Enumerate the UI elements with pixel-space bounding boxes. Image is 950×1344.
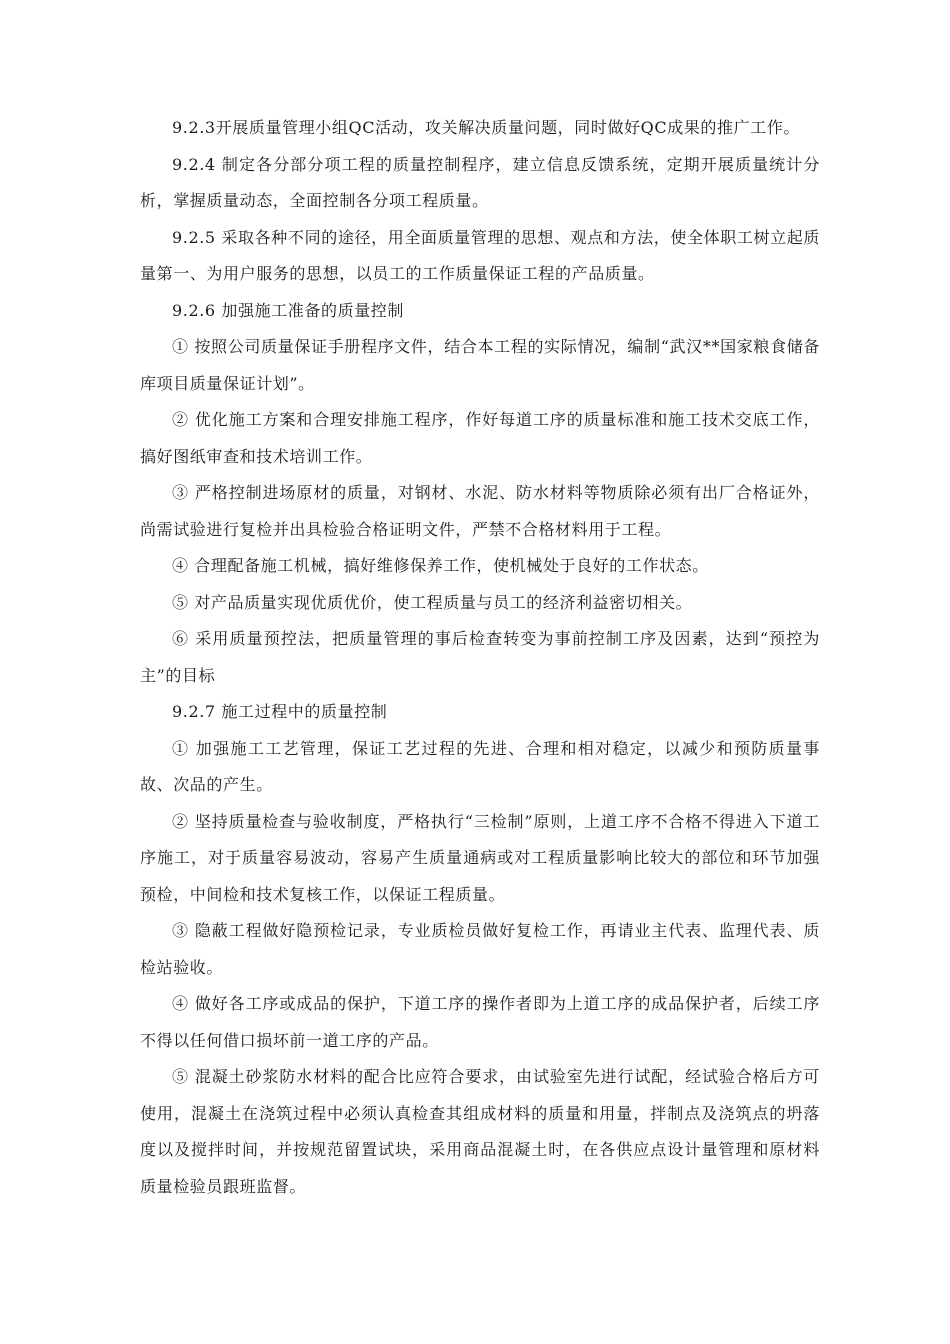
list-item-9-2-7-5: ⑤ 混凝土砂浆防水材料的配合比应符合要求，由试验室先进行试配，经试验合格后方可使用，混凝土在浇筑过程中必须认真检查其组成材料的质量和用量，拌制点及浇筑点的坍落度以及搅拌时间，并按规范留置试块，采用商品混凝土时，在各供应点设计量管理和原材料质量检验员跟班监督。 [140,1067,820,1196]
document-page [140,110,820,1205]
list-item-9-2-7-2: ② 坚持质量检查与验收制度，严格执行“三检制”原则，上道工序不合格不得进入下道工序施工，对于质量容易波动，容易产生质量通病或对工程质量影响比较大的部位和环节加强预检，中间检和技术复核工作，以保证工程质量。 [140,811,820,904]
section-heading-9-2-7: 9.2.7 施工过程中的质量控制 [172,702,388,721]
list-item-9-2-6-6: ⑥ 采用质量预控法，把质量管理的事后检查转变为事前控制工序及因素，达到“预控为主”的目标 [140,629,820,685]
list-item-9-2-6-5: ⑤ 对产品质量实现优质优价，使工程质量与员工的经济利益密切相关。 [172,592,693,612]
section-heading-9-2-6: 9.2.6 加强施工准备的质量控制 [172,300,404,320]
paragraph-9-2-5: 9.2.5 采取各种不同的途径，用全面质量管理的思想、观点和方法，使全体职工树立起质量第一、为用户服务的思想，以员工的工作质量保证工程的产品质量。 [140,227,820,283]
list-item-9-2-6-2: ② 优化施工方案和合理安排施工程序，作好每道工序的质量标准和施工技术交底工作，搞好图纸审查和技术培训工作。 [140,410,820,466]
list-item-9-2-6-3: ③ 严格控制进场原材的质量，对钢材、水泥、防水材料等物质除必须有出厂合格证外，尚需试验进行复检并出具检验合格证明文件，严禁不合格材料用于工程。 [140,483,820,539]
list-item-9-2-7-3: ③ 隐蔽工程做好隐预检记录，专业质检员做好复检工作，再请业主代表、监理代表、质检站验收。 [140,921,820,977]
list-item-9-2-7-1: ① 加强施工工艺管理，保证工艺过程的先进、合理和相对稳定，以减少和预防质量事故、次品的产生。 [140,738,820,794]
list-item-9-2-6-1: ① 按照公司质量保证手册程序文件，结合本工程的实际情况，编制“武汉**国家粮食储备库项目质量保证计划”。 [140,337,820,393]
paragraph-9-2-4: 9.2.4 制定各分部分项工程的质量控制程序，建立信息反馈系统，定期开展质量统计分析，掌握质量动态，全面控制各分项工程质量。 [140,154,820,210]
list-item-9-2-7-4: ④ 做好各工序或成品的保护，下道工序的操作者即为上道工序的成品保护者，后续工序不得以任何借口损坏前一道工序的产品。 [140,994,820,1050]
paragraph-9-2-3: 9.2.3开展质量管理小组QC活动，攻关解决质量问题，同时做好QC成果的推广工作。 [172,118,801,137]
list-item-9-2-6-4: ④ 合理配备施工机械，搞好维修保养工作，使机械处于良好的工作状态。 [172,556,709,575]
